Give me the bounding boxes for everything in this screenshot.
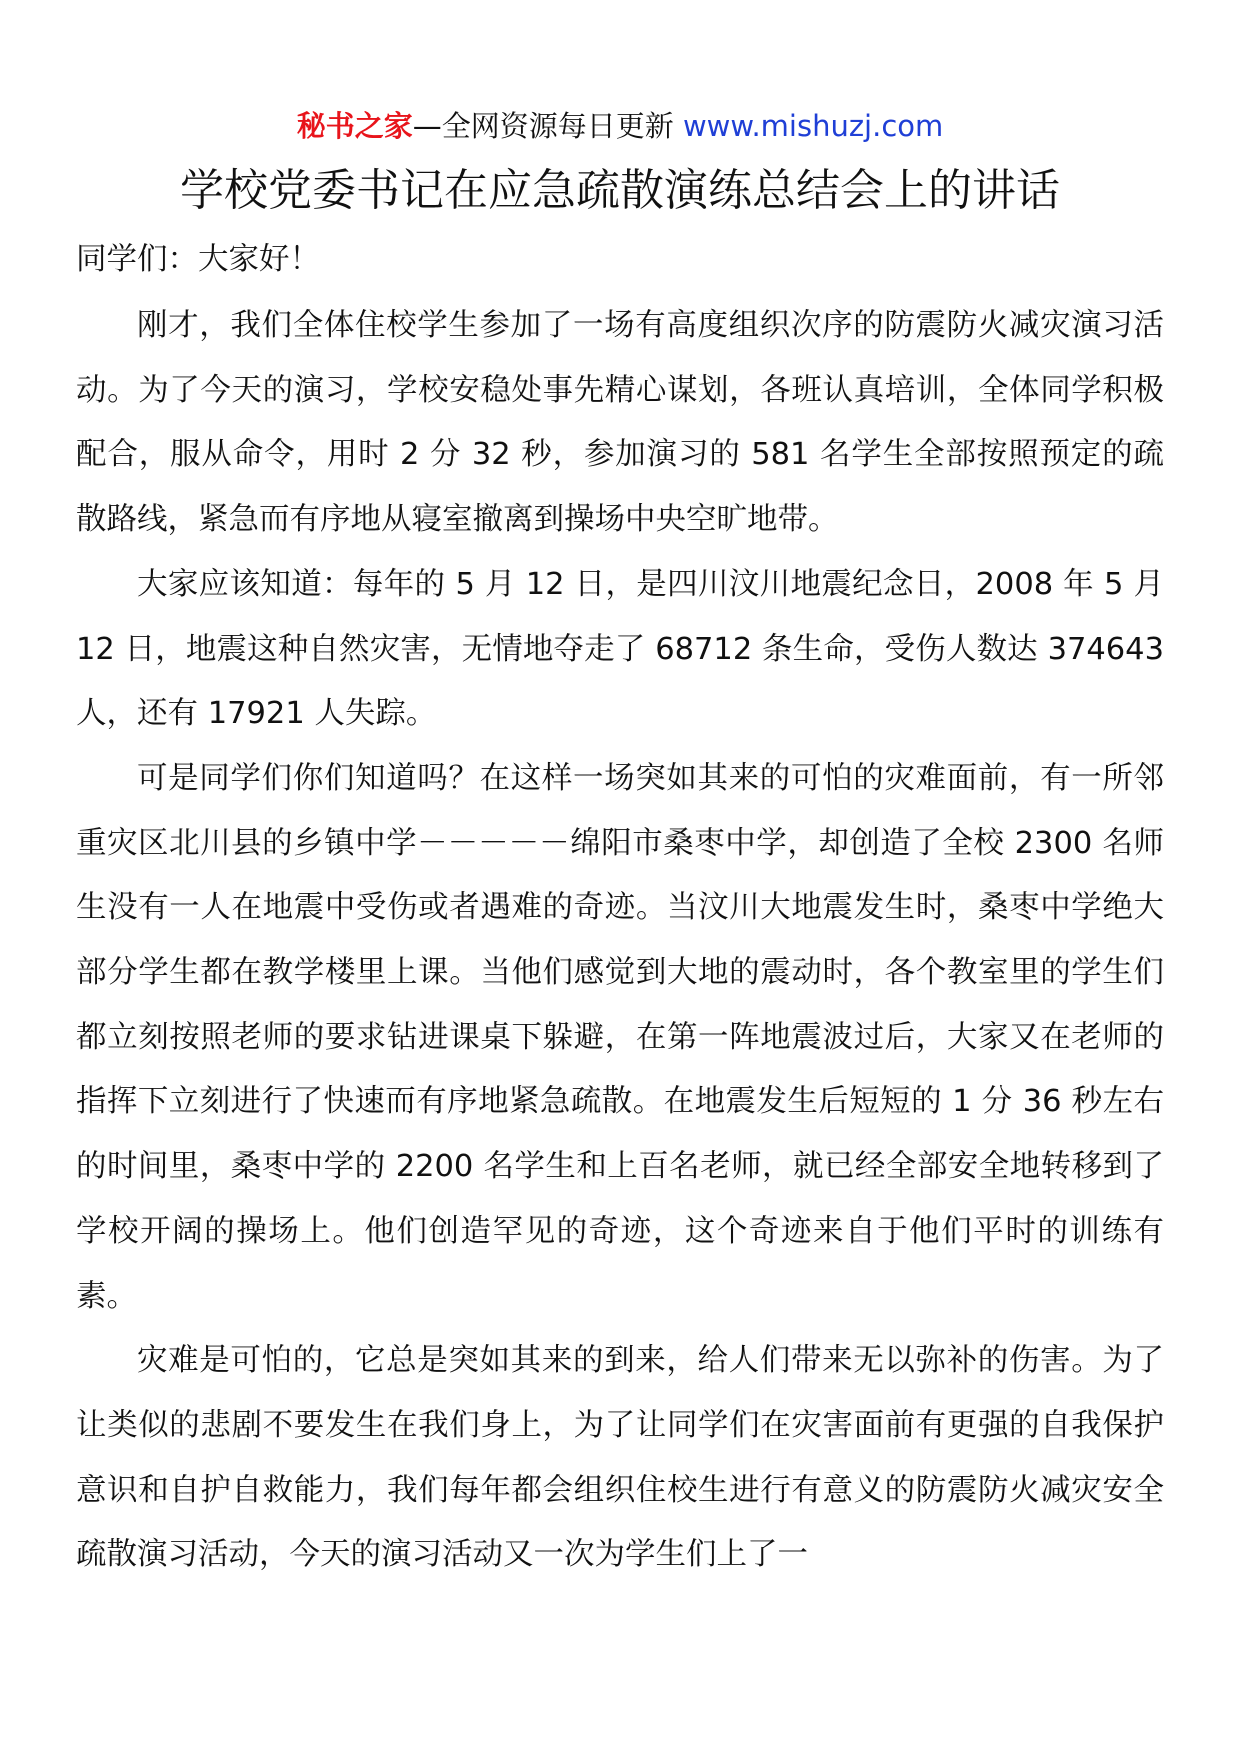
paragraph: 大家应该知道：每年的 5 月 12 日，是四川汶川地震纪念日，2008 年 5 月 12 日，地震这种自然灾害，无情地夺走了 68712 条生命，受伤人数达 374643 人，还有 17921 人失踪。 <box>76 566 1164 732</box>
paragraph: 灾难是可怕的，它总是突如其来的到来，给人们带来无以弥补的伤害。为了让类似的悲剧不要发生在我们身上，为了让同学们在灾害面前有更强的自我保护意识和自护自救能力，我们每年都会组织住校生进行有意义的防震防火减灾安全疏散演习活动，今天的演习活动又一次为学生们上了一 <box>76 1343 1164 1573</box>
site-header <box>76 100 1164 152</box>
site-url[interactable]: www.mishuzj.com <box>682 109 944 143</box>
salutation: 同学们：大家好！ <box>76 242 320 277</box>
document-title: 学校党委书记在应急疏散演练总结会上的讲话 <box>180 165 1060 216</box>
document-page <box>76 100 1164 1588</box>
paragraph: 刚才，我们全体住校学生参加了一场有高度组织次序的防震防火减灾演习活动。为了今天的演习，学校安稳处事先精心谋划，各班认真培训，全体同学积极配合，服从命令，用时 2 分 32 秒，参加演习的 581 名学生全部按照预定的疏散路线，紧急而有序地从寝室撤离到操场中央空旷地带。 <box>76 308 1164 538</box>
document-body <box>76 230 1164 1588</box>
paragraph: 可是同学们你们知道吗？在这样一场突如其来的可怕的灾难面前，有一所邻重灾区北川县的乡镇中学－－－－－绵阳市桑枣中学，却创造了全校 2300 名师生没有一人在地震中受伤或者遇难的奇迹。当汶川大地震发生时，桑枣中学绝大部分学生都在教学楼里上课。当他们感觉到大地的震动时，各个教室里的学生们都立刻按照老师的要求钻进课桌下躲避，在第一阵地震波过后，大家又在老师的指挥下立刻进行了快速而有序地紧急疏散。在地震发生后短短的 1 分 36 秒左右的时间里，桑枣中学的 2200 名学生和上百名老师，就已经全部安全地转移到了学校开阔的操场上。他们创造罕见的奇迹，这个奇迹来自于他们平时的训练有素。 <box>76 760 1164 1314</box>
brand-name: 秘书之家 <box>296 109 413 143</box>
header-tagline: —全网资源每日更新 <box>412 109 683 143</box>
